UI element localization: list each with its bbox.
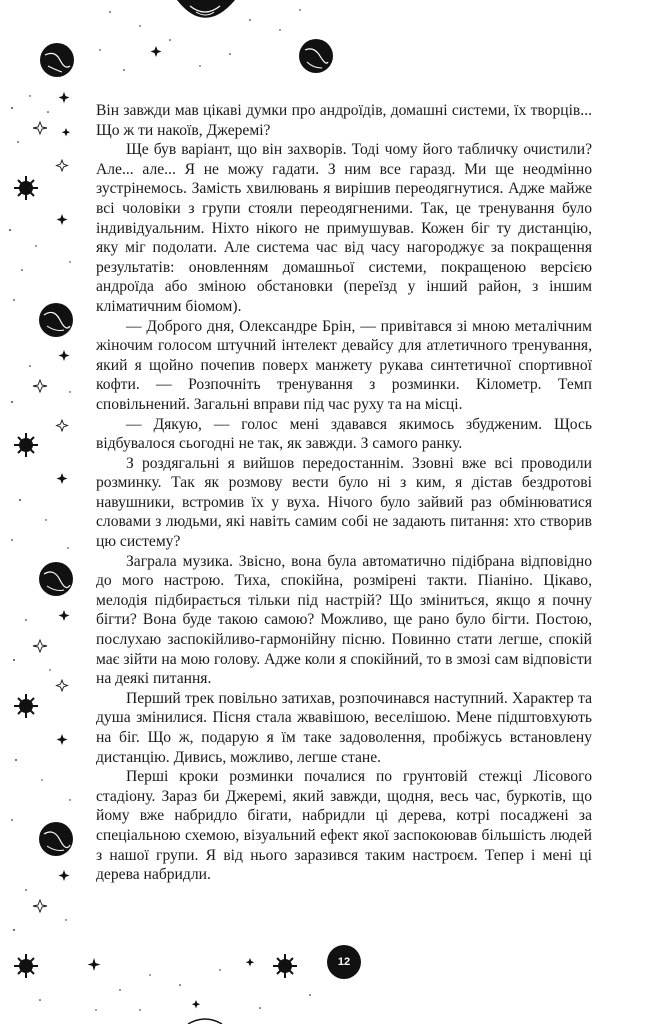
planet-icon — [39, 822, 73, 856]
planet-icon — [39, 562, 73, 596]
paragraph: Перший трек повільно затихав, розпочинався наступний. Характер та душа змінилися. Пісня стала жвавішою, веселішою. Мене підштовхують на біг. Що ж, подарую я їм таке задоволення, пробіжусь встановлену дистанцію. Дивись, можливо, легше стане. — [96, 689, 592, 766]
paragraph: Заграла музика. Звісно, вона була автоматично підібрана відповідно до мого настрою. Тиха, спокійна, розмірені такти. Піаніно. Цікаво, мелодія підбирається тільки під настрій? Що зміниться, якщо я почну бігти? Вона буде такою самою? Можливо, ще рано було бігти. Постою, послухаю заспокійливо-гармонійну пісню. Повинно стати легше, спокій має зійти на мою голову. Адже коли я спокійний, то в змозі сам відповісти на деякі питання. — [96, 552, 592, 688]
paragraph: З роздягальні я вийшов передостаннім. Ззовні вже всі проводили розминку. Так як розмову вести було ні з ким, я дістав бездротові навушники, встромив їх у вуха. Нічого було зайвий раз обмінюватися словами з людьми, які навіть самим собі не задають питання: хто створив цю систему? — [96, 454, 592, 551]
paragraph: — Доброго дня, Олександре Брін, — привітався зі мною металічним жіночим голосом штучний інтелект девайсу для атлетичного тренування, який я щойно почепив поверх манжету рукава синтетичної спортивної кофти. — Розпочніть тренування з розминки. Кілометр. Темп сповільнений. Загальні вправи під час руху та на місці. — [96, 317, 592, 413]
bottom-planet-icon — [188, 1019, 222, 1024]
page-number: 12 — [327, 945, 361, 979]
body-text — [96, 101, 592, 885]
paragraph: Перші кроки розминки почалися по грунтовій стежці Лісового стадіону. Зараз би Джеремі, який завжди, щодня, весь час, буркотів, що йому вже набридло бігати, набридли ці дерева, котрі посаджені за спеціальною схемою, візуальний ефект якої заспокоював більшість людей з нашої групи. Я від нього заразився таким настроєм. Тепер і мені ці дерева набридли. — [96, 768, 592, 884]
top-planet-icon — [178, 0, 234, 17]
outline-star-icons — [33, 122, 68, 912]
paragraph: Він завжди мав цікаві думки про андроїдів, домашні системи, їх творців... Що ж ти накоїв, Джеремі? — [96, 102, 592, 139]
paragraph: — Дякую, — голос мені здавався якимось збудженим. Щось відбувалося сьогодні не так, як завжди. З самого ранку. — [96, 415, 592, 453]
planet-icon — [39, 303, 73, 337]
paragraph: Ще був варіант, що він захворів. Тоді чому його табличку очистили? Але... але... Я не можу гадати. З ним все гаразд. Ми ще неодмінно зустрінемось. Замість хвилювань я вирішив переодягнутися. Адже майже всі чоловіки з групи стояли переодягненими. Так, це тренування було індивідуальним. Ніхто нікого не примушував. Кожен біг ту дистанцію, яку міг подолати. Але система час від часу нагороджує за покращення результатів: оновленням домашньої системи, покращеною версією андроїда або зміною обстановки (переїзд у інший район, з іншим кліматичним біомом). — [96, 141, 592, 315]
planet-icon — [299, 39, 333, 73]
planet-icon — [40, 43, 74, 77]
